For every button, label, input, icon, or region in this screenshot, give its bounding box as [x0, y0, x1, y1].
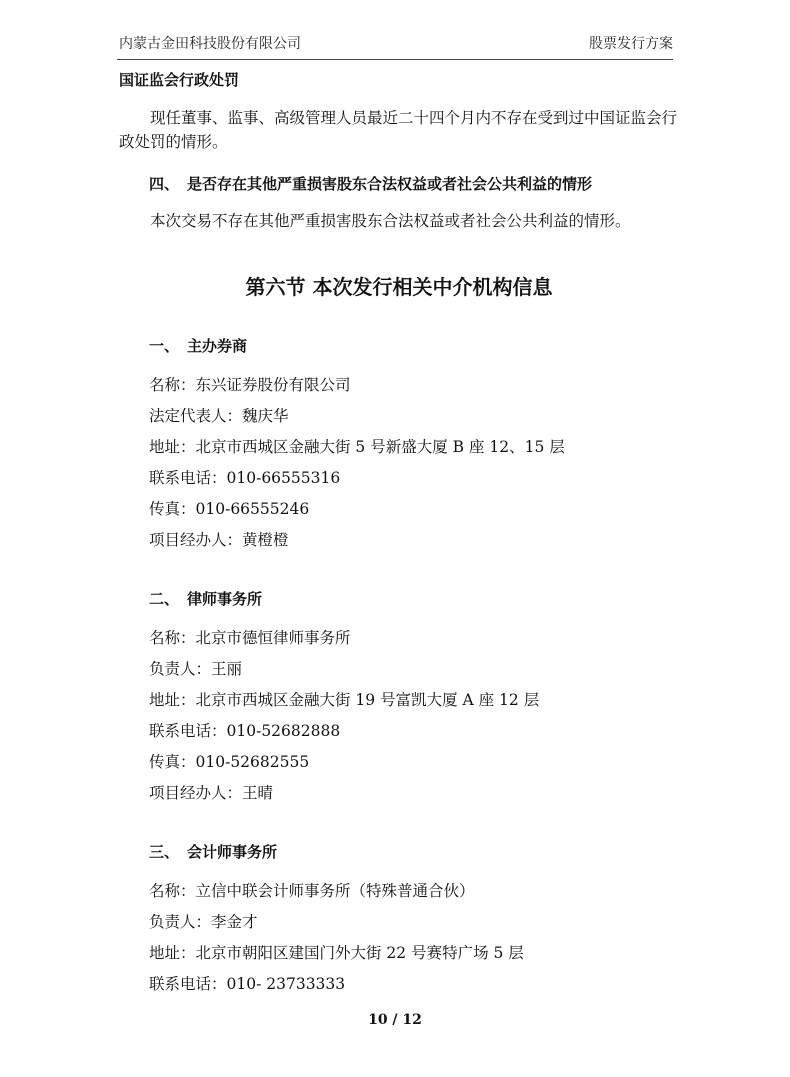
- intermediary-number: 一、: [149, 337, 180, 355]
- intermediary-title: 律师事务所: [187, 590, 263, 608]
- page-content: [119, 69, 679, 1000]
- intermediary-title: 会计师事务所: [187, 843, 278, 861]
- info-line: 地址：北京市朝阳区建国门外大街 22 号赛特广场 5 层: [149, 944, 524, 962]
- info-line: 传真：010-66555246: [149, 500, 310, 518]
- info-line: 联系电话：010-66555316: [149, 469, 341, 487]
- info-line: 名称：立信中联会计师事务所（特殊普通合伙）: [149, 882, 475, 900]
- info-line: 地址：北京市西城区金融大街 5 号新盛大厦 B 座 12、15 层: [149, 438, 565, 456]
- info-line: 项目经办人：黄橙橙: [149, 531, 289, 549]
- header-doc-title: 股票发行方案: [589, 36, 673, 52]
- page-header: [119, 33, 673, 57]
- section-four-number: 四、: [149, 175, 180, 193]
- info-line: 负责人：王丽: [149, 660, 243, 678]
- info-line: 传真：010-52682555: [149, 753, 310, 771]
- intermediary-details-1: [149, 370, 679, 556]
- info-line: 项目经办人：王晴: [149, 784, 274, 802]
- intermediary-title: 主办券商: [187, 337, 248, 355]
- info-line: 名称：北京市德恒律师事务所: [149, 629, 351, 647]
- info-line: 联系电话：010-52682888: [149, 722, 341, 740]
- header-company: 内蒙古金田科技股份有限公司: [119, 36, 301, 52]
- info-line: 地址：北京市西城区金融大街 19 号富凯大厦 A 座 12 层: [149, 691, 540, 709]
- info-line: 法定代表人：魏庆华: [149, 407, 289, 425]
- section-four-heading: [149, 173, 679, 194]
- intermediary-number: 三、: [149, 843, 180, 861]
- intermediary-heading-1: [149, 335, 679, 356]
- intermediary-details-2: [149, 623, 679, 809]
- header-rule: [117, 59, 673, 60]
- continued-heading: 国证监会行政处罚: [119, 71, 240, 89]
- section-four-title: 是否存在其他严重损害股东合法权益或者社会公共利益的情形: [187, 175, 593, 193]
- intermediary-number: 二、: [149, 590, 180, 608]
- intermediary-heading-2: [149, 588, 679, 609]
- chapter-title: 第六节 本次发行相关中介机构信息: [245, 275, 553, 299]
- intermediary-details-3: [149, 876, 679, 1000]
- info-line: 联系电话：010- 23733333: [149, 975, 346, 993]
- page-number: 10 / 12: [368, 1012, 422, 1028]
- section-four-body: 本次交易不存在其他严重损害股东合法权益或者社会公共利益的情形。: [150, 212, 631, 230]
- info-line: 负责人：李金才: [149, 913, 258, 931]
- continued-paragraph: 现任董事、监事、高级管理人员最近二十四个月内不存在受到过中国证监会行政处罚的情形。: [119, 109, 678, 151]
- intermediary-heading-3: [149, 841, 679, 862]
- info-line: 名称：东兴证券股份有限公司: [149, 376, 351, 394]
